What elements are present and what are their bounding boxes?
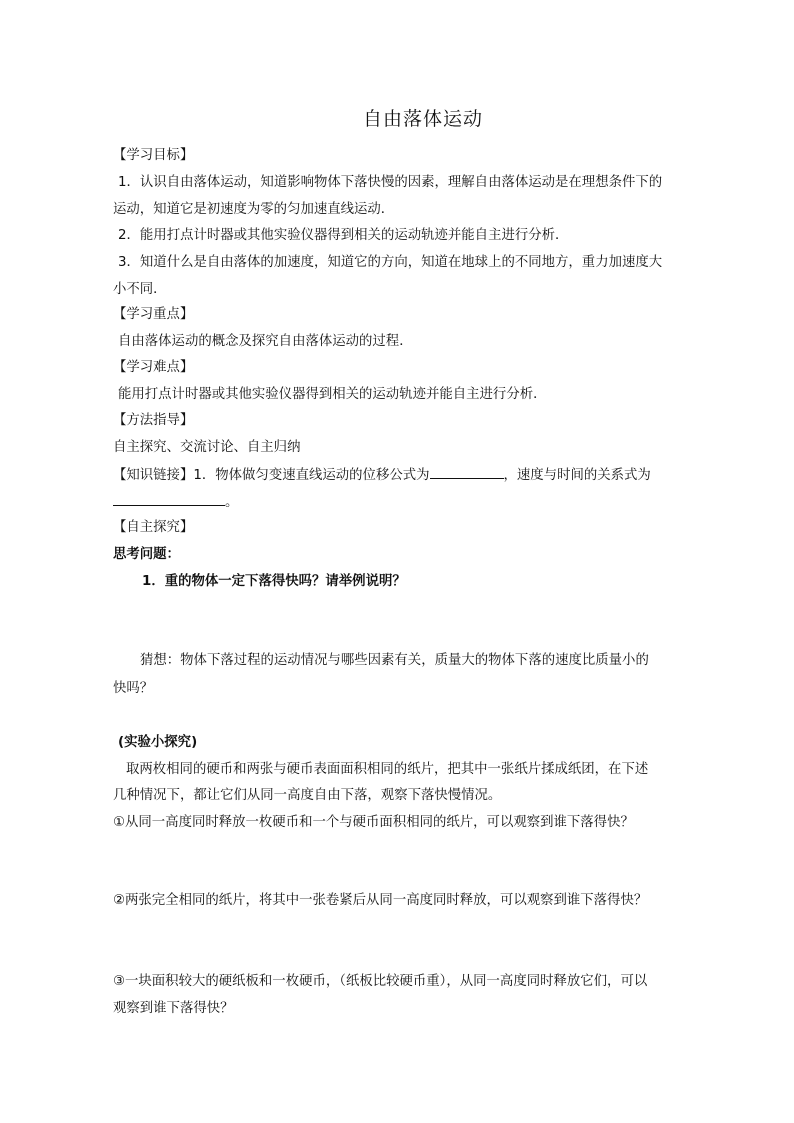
experiment-heading: (实验小探究) <box>118 735 198 750</box>
experiment-question-3-line-2: 观察到谁下落得快？ <box>113 1001 234 1016</box>
difficulties-heading: 【学习难点】 <box>113 360 194 375</box>
answer-blank-displacement[interactable] <box>430 466 504 479</box>
method-heading: 【方法指导】 <box>113 413 194 428</box>
self-explore-heading: 【自主探究】 <box>113 520 194 535</box>
experiment-intro-line-2: 几种情况下，都让它们从同一高度自由下落，观察下落快慢情况。 <box>113 788 502 803</box>
experiment-question-1: ①从同一高度同时释放一枚硬币和一个与硬币面积相同的纸片，可以观察到谁下落得快？ <box>113 815 634 830</box>
think-label: 思考问题： <box>113 547 180 562</box>
knowledge-link-line <box>113 466 693 485</box>
experiment-question-2: ②两张完全相同的纸片，将其中一张卷紧后从同一高度同时释放，可以观察到谁下落得快？ <box>113 893 648 908</box>
knowledge-link-text-2: ，速度与时间的关系式为 <box>503 468 651 483</box>
objective-1-line-2: 运动，知道它是初速度为零的匀加速直线运动． <box>113 202 395 217</box>
objective-2: 2．能用打点计时器或其他实验仪器得到相关的运动轨迹并能自主进行分析． <box>118 228 569 243</box>
guess-line-1: 猜想：物体下落过程的运动情况与哪些因素有关，质量大的物体下落的速度比质量小的 <box>140 653 649 668</box>
experiment-question-3-line-1: ③一块面积较大的硬纸板和一枚硬币，（纸板比较硬币重），从同一高度同时释放它们，可以 <box>113 974 648 989</box>
key-points-text: 自由落体运动的概念及探究自由落体运动的过程． <box>118 334 413 349</box>
objective-3-line-1: 3．知道什么是自由落体的加速度，知道它的方向，知道在地球上的不同地方，重力加速度大 <box>118 255 663 270</box>
knowledge-link-text-1: 1．物体做匀变速直线运动的位移公式为 <box>193 468 430 483</box>
objectives-heading: 【学习目标】 <box>113 148 194 163</box>
objective-3-line-2: 小不同． <box>113 282 167 297</box>
guess-line-2: 快吗？ <box>113 681 154 696</box>
question-1: 1．重的物体一定下落得快吗？请举例说明？ <box>142 574 406 589</box>
page-title: 自由落体运动 <box>362 108 483 130</box>
objective-1-line-1: 1．认识自由落体运动，知道影响物体下落快慢的因素，理解自由落体运动是在理想条件下的 <box>118 175 663 190</box>
method-text: 自主探究、交流讨论、自主归纳 <box>113 440 301 455</box>
knowledge-link-heading: 【知识链接】 <box>113 468 194 483</box>
key-points-heading: 【学习重点】 <box>113 307 194 322</box>
answer-blank-velocity[interactable] <box>113 493 225 506</box>
knowledge-link-end: 。 <box>225 495 239 510</box>
experiment-intro-line-1: 取两枚相同的硬币和两张与硬币表面面积相同的纸片，把其中一张纸片揉成纸团，在下述 <box>126 762 649 777</box>
difficulties-text: 能用打点计时器或其他实验仪器得到相关的运动轨迹并能自主进行分析． <box>118 387 547 402</box>
knowledge-link-line-2 <box>113 493 693 512</box>
